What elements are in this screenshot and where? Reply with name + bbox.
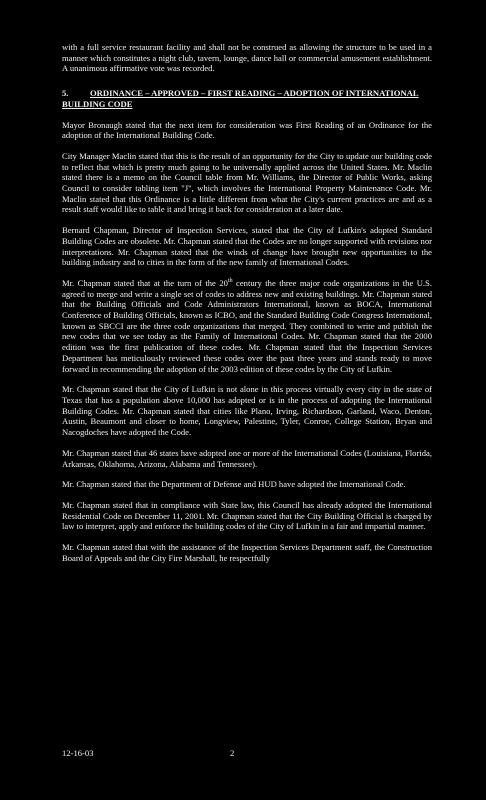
paragraph-city-manager: City Manager Maclin stated that this is the result of an opportunity for the City to update our building code to reflect that which is pretty much going to be universally applied across the United States. Mr. Maclin stated there is a memo on the Council table from Mr. Williams, the Director of Public Works, asking Council to consider tabling item "J", which involves the International Property Maintenance Code. Mr. Maclin stated that this Ordinance is a little different from what the City's current practices are and as a result staff would like to table it and bring it back for consideration at a later date. [62,150,432,215]
paragraph-continuation: with a full service restaurant facility and shall not be construed as allowing the structure to be used in a manner which constitutes a night club, tavern, lounge, dance hall or commercial amusement establishment. A unanimous affirmative vote was recorded. [62,42,432,74]
paragraph-chapman-defense: Mr. Chapman stated that the Department of Defense and HUD have adopted the International Code. [62,479,406,490]
history-text-a: Mr. Chapman stated that at the turn of the 20 [62,277,228,288]
paragraph-chapman-staff: Mr. Chapman stated that with the assistance of the Inspection Services Department staff, the Construction Board of Appeals and the City Fire Marshall, he respectfully [62,542,432,563]
section-title: ORDINANCE – APPROVED – FIRST READING – ADOPTION OF INTERNATIONAL BUILDING CODE [62,88,419,109]
section-heading [62,88,432,109]
section-number: 5. [62,88,69,99]
history-text-b: century the three major code organizations in the U.S. agreed to merge and write a single set of codes to address new and existing buildings. Mr. Chapman stated that the Building Officials and Code Administrators International, known as BOCA, International Conference of Building Officials, known as ICBO, and the Standard Building Code Congress International, known as SBCCI are the three code organizations that merged. They combined to write and publish the new codes that we see today as the Family of International Codes. Mr. Chapman stated that the 2000 edition was the first publication of these codes. Mr. Chapman stated that the Inspection Services Department has meticulously reviewed these codes over the past three years and stands ready to move forward in recommending the adoption of the 2003 edition of these codes by the City of Lufkin. [62,277,432,374]
paragraph-mayor: Mayor Bronaugh stated that the next item for consideration was First Reading of an Ordinance for the adoption of the International Building Code. [62,119,432,141]
page-footer [62,748,432,758]
page-number: 2 [230,748,235,758]
paragraph-chapman-state-law: Mr. Chapman stated that in compliance with State law, this Council has already adopted the International Residential Code on December 11, 2001. Mr. Chapman stated that the City Building Official is charged by law to interpret, apply and enforce the building codes of the City of Lufkin in a fair and impartial manner. [62,499,432,532]
paragraph-chapman-states: Mr. Chapman stated that 46 states have adopted one or more of the International Codes (Louisiana, Florida, Arkansas, Oklahoma, Arizona, Alabama and Tennessee). [62,447,432,469]
paragraph-chapman-cities: Mr. Chapman stated that the City of Lufkin is not alone in this process virtually every city in the state of Texas that has a population above 10,000 has adopted or is in the process of adopting the International Building Codes. Mr. Chapman stated that cities like Plano, Irving, Richardson, Garland, Waco, Denton, Austin, Beaumont and closer to home, Longview, Palestine, Tyler, Conroe, College Station, Bryan and Nacogdoches have adopted the Code. [62,384,432,438]
footer-date: 12-16-03 [62,748,94,758]
paragraph-chapman-history [62,278,432,374]
paragraph-chapman-codes: Bernard Chapman, Director of Inspection Services, stated that the City of Lufkin's adopted Standard Building Codes are obsolete. Mr. Chapman stated that the Codes are no longer supported with revisions nor interpretations. Mr. Chapman stated that the winds of change have brought new opportunities to the building industry and to cities in the form of the new family of International Codes. [62,225,432,268]
history-superscript: th [227,278,233,285]
